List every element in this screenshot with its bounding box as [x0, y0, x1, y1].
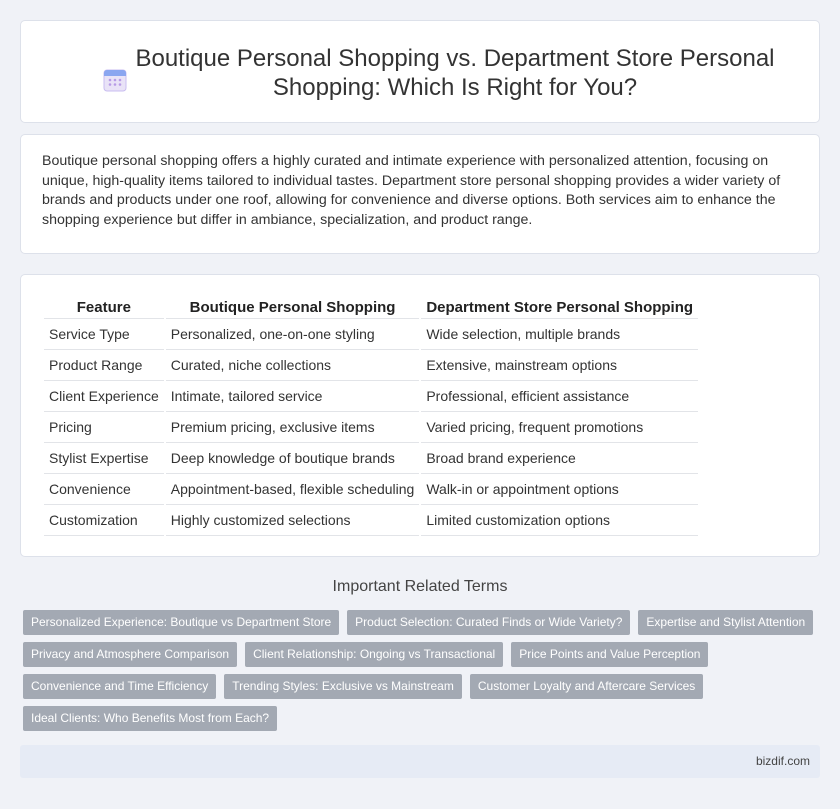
feature-cell: Product Range: [44, 350, 164, 381]
table-row: [44, 505, 698, 536]
table-row: [44, 474, 698, 505]
department-store-cell: Professional, efficient assistance: [421, 381, 698, 412]
department-store-cell: Varied pricing, frequent promotions: [421, 412, 698, 443]
header-feature: Feature: [44, 295, 164, 319]
department-store-cell: Wide selection, multiple brands: [421, 319, 698, 350]
title-card: [20, 20, 820, 123]
feature-cell: Convenience: [44, 474, 164, 505]
intro-text: Boutique personal shopping offers a highly curated and intimate experience with personalized attention, focusing on unique, high-quality items tailored to individual tastes. Department store personal shopping provides a wider variety of brands and products under one roof, allowing for convenience and diverse options. Both services aim to enhance the shopping experience but differ in ambiance, specialization, and product range.: [42, 153, 781, 228]
related-term-tag[interactable]: Price Points and Value Perception: [511, 642, 708, 667]
boutique-cell: Personalized, one-on-one styling: [166, 319, 420, 350]
related-term-tag[interactable]: Client Relationship: Ongoing vs Transactional: [245, 642, 503, 667]
department-store-cell: Broad brand experience: [421, 443, 698, 474]
feature-cell: Client Experience: [44, 381, 164, 412]
intro-card: [20, 134, 820, 254]
feature-cell: Stylist Expertise: [44, 443, 164, 474]
feature-cell: Customization: [44, 505, 164, 536]
related-term-tag[interactable]: Ideal Clients: Who Benefits Most from Each?: [23, 706, 277, 731]
related-term-tag[interactable]: Privacy and Atmosphere Comparison: [23, 642, 237, 667]
boutique-cell: Intimate, tailored service: [166, 381, 420, 412]
footer: [20, 745, 820, 778]
boutique-cell: Deep knowledge of boutique brands: [166, 443, 420, 474]
table-row: [44, 412, 698, 443]
boutique-cell: Appointment-based, flexible scheduling: [166, 474, 420, 505]
related-term-tag[interactable]: Personalized Experience: Boutique vs Department Store: [23, 610, 339, 635]
header-boutique: Boutique Personal Shopping: [166, 295, 420, 319]
comparison-table-card: [20, 274, 820, 557]
boutique-cell: Highly customized selections: [166, 505, 420, 536]
table-row: [44, 443, 698, 474]
related-terms-tags: [23, 610, 823, 738]
related-terms-heading: Important Related Terms: [332, 578, 508, 595]
boutique-cell: Curated, niche collections: [166, 350, 420, 381]
feature-cell: Pricing: [44, 412, 164, 443]
footer-brand[interactable]: bizdif.com: [755, 754, 810, 768]
related-term-tag[interactable]: Product Selection: Curated Finds or Wide Variety?: [347, 610, 630, 635]
related-term-tag[interactable]: Expertise and Stylist Attention: [638, 610, 813, 635]
table-row: [44, 319, 698, 350]
department-store-cell: Limited customization options: [421, 505, 698, 536]
page-title: Boutique Personal Shopping vs. Department Store Personal Shopping: Which Is Right for You?: [135, 45, 775, 101]
table-row: [44, 381, 698, 412]
related-term-tag[interactable]: Customer Loyalty and Aftercare Services: [470, 674, 703, 699]
calendar-icon: [102, 67, 128, 93]
comparison-table: [42, 295, 700, 536]
table-row: [44, 350, 698, 381]
header-department-store: Department Store Personal Shopping: [421, 295, 698, 319]
related-term-tag[interactable]: Convenience and Time Efficiency: [23, 674, 216, 699]
table-header-row: [44, 295, 698, 319]
boutique-cell: Premium pricing, exclusive items: [166, 412, 420, 443]
department-store-cell: Extensive, mainstream options: [421, 350, 698, 381]
feature-cell: Service Type: [44, 319, 164, 350]
related-term-tag[interactable]: Trending Styles: Exclusive vs Mainstream: [224, 674, 462, 699]
department-store-cell: Walk-in or appointment options: [421, 474, 698, 505]
